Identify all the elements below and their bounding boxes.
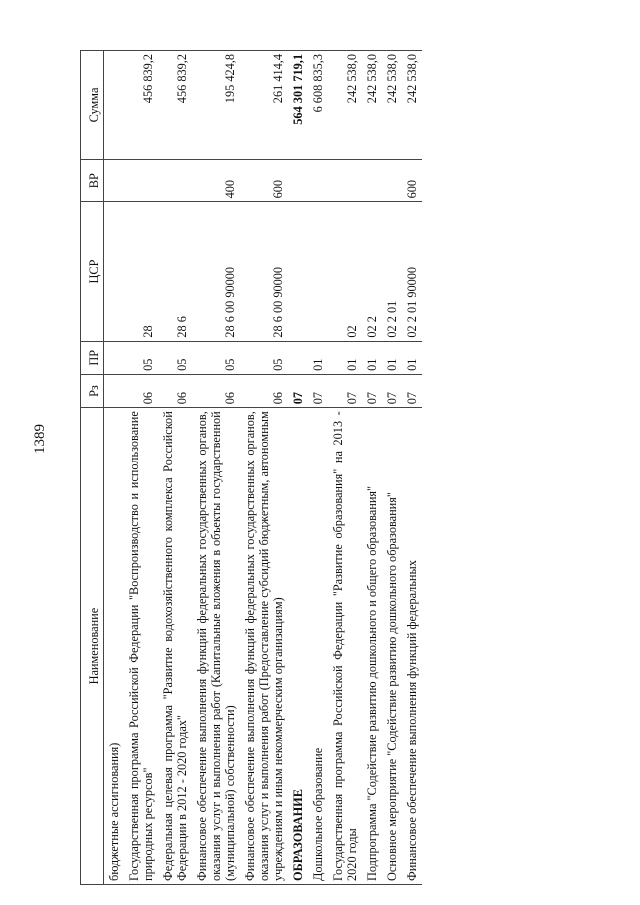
cell-rz: 07 [288, 374, 308, 407]
cell-csr: 02 2 01 90000 [402, 202, 422, 341]
cell-rz: 06 [124, 374, 158, 407]
table-row [362, 51, 382, 885]
cell-csr [288, 202, 308, 341]
table-row [192, 51, 240, 885]
rotated-page [80, 50, 610, 885]
cell-sum: 564 301 719,1 [288, 51, 308, 160]
cell-sum: 261 414,4 [240, 51, 288, 160]
cell-pr: 05 [192, 341, 240, 374]
cell-name: Государственная программа Российской Федерации "Воспроизводство и использование природных ресурсов" [124, 408, 158, 885]
budget-table [80, 50, 422, 885]
cell-sum: 6 608 835,3 [308, 51, 328, 160]
cell-name: Финансовое обеспечение выполнения функций федеральных [402, 408, 422, 885]
cell-csr: 28 6 00 90000 [240, 202, 288, 341]
cell-rz: 07 [328, 374, 362, 407]
cell-vr: 600 [240, 160, 288, 202]
table-row [124, 51, 158, 885]
cell-vr [308, 160, 328, 202]
cell-vr [104, 160, 125, 202]
cell-name: Основное мероприятие "Содействие развитию дошкольного образования" [382, 408, 402, 885]
cell-rz: 07 [402, 374, 422, 407]
cell-sum: 242 538,0 [402, 51, 422, 160]
cell-name: Финансовое обеспечение выполнения функций федеральных государственных органов, оказания услуг и выполнения работ (Капитальные вложения в объекты государственной (муниципальной) собственности) [192, 408, 240, 885]
header-name: Наименование [81, 408, 104, 885]
cell-csr: 28 6 00 90000 [192, 202, 240, 341]
table-row [328, 51, 362, 885]
cell-pr [104, 341, 125, 374]
cell-rz: 07 [382, 374, 402, 407]
cell-vr [362, 160, 382, 202]
cell-rz: 06 [158, 374, 192, 407]
cell-pr: 01 [382, 341, 402, 374]
cell-name: Подпрограмма "Содействие развитию дошкольного и общего образования" [362, 408, 382, 885]
cell-name: Финансовое обеспечение выполнения функций федеральных государственных органов, оказания услуг и выполнения работ (Предоставление субсидий бюджетным, автономным учреждениям и иным некоммерческим организациям) [240, 408, 288, 885]
page-number: 1389 [32, 424, 48, 454]
header-sum: Сумма [81, 51, 104, 160]
cell-csr: 28 [124, 202, 158, 341]
cell-sum [104, 51, 125, 160]
cell-vr: 400 [192, 160, 240, 202]
cell-csr: 02 2 [362, 202, 382, 341]
cell-name: бюджетные ассигнования) [104, 408, 125, 885]
cell-vr [382, 160, 402, 202]
cell-sum: 242 538,0 [382, 51, 402, 160]
cell-pr: 01 [328, 341, 362, 374]
header-rz: Рз [81, 374, 104, 407]
cell-vr [158, 160, 192, 202]
cell-rz: 06 [192, 374, 240, 407]
cell-name: ОБРАЗОВАНИЕ [288, 408, 308, 885]
table-body [104, 51, 423, 885]
cell-pr: 01 [402, 341, 422, 374]
cell-pr: 05 [124, 341, 158, 374]
cell-sum: 242 538,0 [362, 51, 382, 160]
table-header-row [81, 51, 104, 885]
cell-csr [308, 202, 328, 341]
table-row [308, 51, 328, 885]
table-row [158, 51, 192, 885]
header-pr: ПР [81, 341, 104, 374]
cell-pr: 01 [362, 341, 382, 374]
cell-vr: 600 [402, 160, 422, 202]
cell-rz: 06 [240, 374, 288, 407]
table-row [240, 51, 288, 885]
cell-rz: 07 [308, 374, 328, 407]
cell-pr [288, 341, 308, 374]
cell-csr: 28 6 [158, 202, 192, 341]
cell-csr: 02 [328, 202, 362, 341]
cell-pr: 05 [158, 341, 192, 374]
cell-name: Дошкольное образование [308, 408, 328, 885]
cell-sum: 242 538,0 [328, 51, 362, 160]
cell-rz: 07 [362, 374, 382, 407]
header-vr: ВР [81, 160, 104, 202]
cell-pr: 01 [308, 341, 328, 374]
cell-name: Федеральная целевая программа "Развитие водохозяйственного комплекса Российской Федерации в 2012 - 2020 годах" [158, 408, 192, 885]
cell-name: Государственная программа Российской Федерации "Развитие образования" на 2013 - 2020 годы [328, 408, 362, 885]
table-row [402, 51, 422, 885]
cell-sum: 456 839,2 [124, 51, 158, 160]
cell-rz [104, 374, 125, 407]
cell-vr [328, 160, 362, 202]
cell-sum: 456 839,2 [158, 51, 192, 160]
table-row [104, 51, 125, 885]
cell-sum: 195 424,8 [192, 51, 240, 160]
cell-csr [104, 202, 125, 341]
header-csr: ЦСР [81, 202, 104, 341]
cell-csr: 02 2 01 [382, 202, 402, 341]
cell-pr: 05 [240, 341, 288, 374]
cell-vr [124, 160, 158, 202]
table-row [288, 51, 308, 885]
table-row [382, 51, 402, 885]
cell-vr [288, 160, 308, 202]
